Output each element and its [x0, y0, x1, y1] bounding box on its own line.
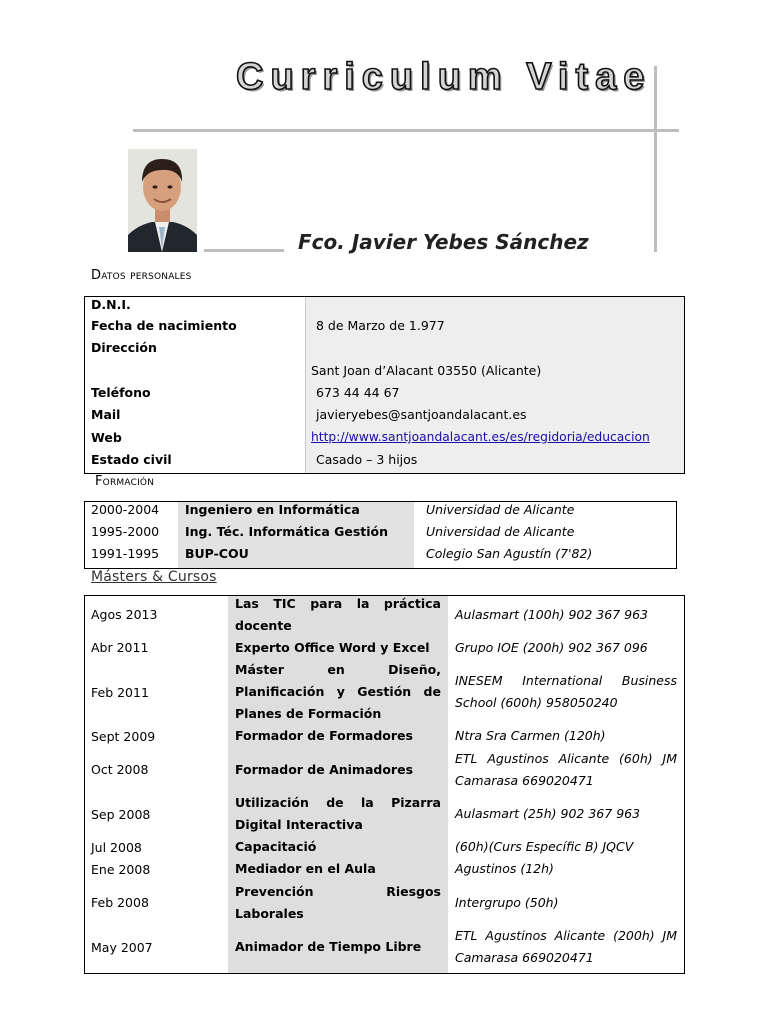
course-date: Sept 2009	[91, 729, 156, 744]
course-provider: Grupo IOE (200h) 902 367 096	[455, 640, 648, 655]
course-title: Animador de Tiempo Libre	[235, 939, 422, 954]
education-years: 1995-2000	[91, 524, 160, 539]
course-title: Máster en Diseño, Planificación y Gestión de Planes de Formación	[235, 662, 441, 721]
field-label-dni: D.N.I.	[91, 297, 131, 312]
education-institution: Universidad de Alicante	[426, 502, 575, 517]
field-value-civil-status: Casado – 3 hijos	[316, 452, 418, 467]
course-title: Prevención Riesgos Laborales	[235, 884, 441, 921]
course-provider: Intergrupo (50h)	[455, 895, 559, 910]
section-heading-formacion: Formación	[95, 474, 155, 489]
course-provider: INESEM International Business School (600h) 958050240	[455, 673, 677, 710]
course-title: Las TIC para la práctica docente	[235, 596, 441, 633]
course-provider: Ntra Sra Carmen (120h)	[455, 728, 606, 743]
field-label-address: Dirección	[91, 340, 157, 355]
personal-data-table	[84, 296, 685, 474]
field-label-phone: Teléfono	[91, 385, 151, 400]
course-title: Experto Office Word y Excel	[235, 640, 430, 655]
education-institution: Universidad de Alicante	[426, 524, 575, 539]
decorative-horizontal-rule	[133, 129, 679, 132]
field-label-birthdate: Fecha de nacimiento	[91, 318, 237, 333]
course-date: Agos 2013	[91, 607, 158, 622]
field-label-mail: Mail	[91, 407, 121, 422]
course-provider: ETL Agustinos Alicante (60h) JM Camarasa 669020471	[455, 751, 677, 788]
course-date: Jul 2008	[91, 840, 142, 855]
education-years: 1991-1995	[91, 546, 160, 561]
education-institution: Colegio San Agustín (7'82)	[426, 546, 593, 561]
course-provider: Aulasmart (100h) 902 367 963	[455, 607, 648, 622]
course-title: Capacitació	[235, 839, 317, 854]
education-table	[84, 501, 677, 569]
education-degree: Ing. Téc. Informática Gestión	[185, 524, 389, 539]
course-title: Formador de Formadores	[235, 728, 413, 743]
course-provider: Agustinos (12h)	[455, 861, 554, 876]
education-degree: Ingeniero en Informática	[185, 502, 360, 517]
field-value-address-line2: Sant Joan d’Alacant 03550 (Alicante)	[311, 363, 542, 378]
education-degree: BUP-COU	[185, 546, 249, 561]
field-label-web: Web	[91, 430, 122, 445]
name-underline-rule	[204, 249, 284, 252]
course-title: Utilización de la Pizarra Digital Interactiva	[235, 795, 441, 832]
course-date: Feb 2008	[91, 895, 149, 910]
education-years: 2000-2004	[91, 502, 160, 517]
document-title: Curriculum Vitae	[236, 56, 652, 98]
course-title: Mediador en el Aula	[235, 861, 376, 876]
section-heading-masters: Másters & Cursos	[91, 569, 217, 585]
decorative-vertical-rule	[654, 66, 657, 252]
field-value-phone: 673 44 44 67	[316, 385, 400, 400]
web-link[interactable]: http://www.santjoandalacant.es/es/regidoria/educacion	[311, 430, 650, 444]
field-label-civil-status: Estado civil	[91, 452, 172, 467]
course-date: Sep 2008	[91, 807, 151, 822]
section-heading-datos: Datos personales	[91, 268, 192, 283]
course-provider: Aulasmart (25h) 902 367 963	[455, 806, 641, 821]
courses-table	[84, 595, 685, 974]
profile-photo	[128, 149, 197, 252]
course-provider: (60h)(Curs Específic B) JQCV	[455, 839, 634, 854]
field-value-mail: javieryebes@santjoandalacant.es	[316, 407, 527, 422]
course-date: May 2007	[91, 940, 153, 955]
course-date: Oct 2008	[91, 762, 149, 777]
course-provider: ETL Agustinos Alicante (200h) JM Camarasa 669020471	[455, 928, 677, 965]
course-date: Feb 2011	[91, 685, 149, 700]
course-date: Ene 2008	[91, 862, 151, 877]
candidate-name: Fco. Javier Yebes Sánchez	[298, 230, 589, 254]
course-date: Abr 2011	[91, 640, 149, 655]
course-title: Formador de Animadores	[235, 762, 414, 777]
field-value-birthdate: 8 de Marzo de 1.977	[316, 318, 445, 333]
